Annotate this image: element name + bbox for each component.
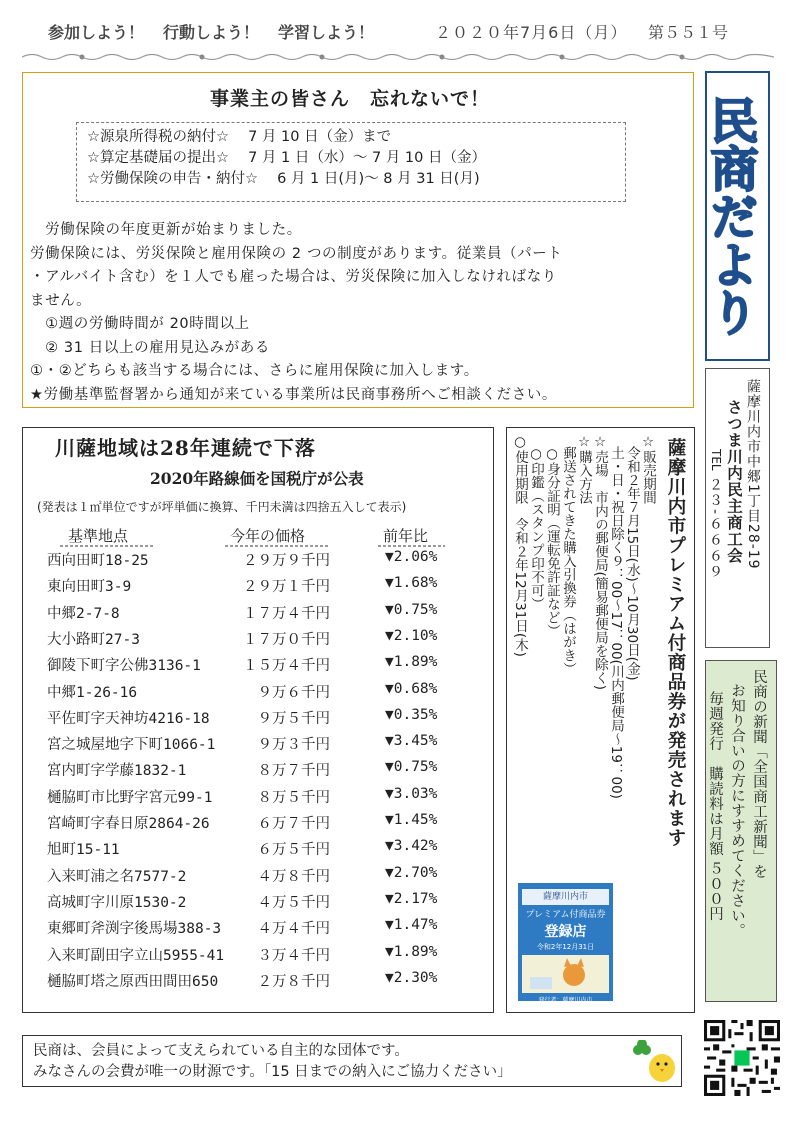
price-cell: ２９万１千円: [243, 579, 330, 596]
location-cell: 中郷1-26-16: [47, 684, 138, 701]
poster-date: 令和2年12月31日: [536, 943, 595, 951]
chick-clover-icon: [628, 1040, 678, 1084]
newspaper-ad: [705, 660, 777, 1002]
poster-badge: 登録店: [544, 924, 587, 940]
column-header: 基準地点: [68, 527, 129, 545]
change-cell: ▼2.06%: [385, 549, 438, 565]
location-cell: 宮崎町字春日原2864-26: [47, 816, 210, 832]
location-cell: 旭町15-11: [47, 842, 120, 859]
ad-line: お知り合いの方にすすめてください。: [729, 683, 745, 938]
price-cell: ８万７千円: [257, 763, 330, 780]
header-divider: [22, 50, 774, 64]
change-cell: ▼0.75%: [385, 759, 438, 776]
org-address: 薩摩川内市中郷1丁目28-19: [745, 379, 761, 570]
table-row: [40, 654, 460, 681]
table-row: [40, 733, 460, 760]
price-cell: ２万８千円: [257, 973, 330, 990]
table-row: [40, 786, 460, 813]
deadline-item: ☆源泉所得税の納付☆ 7 月 10 日（金）まで: [87, 129, 392, 145]
table-row: [40, 707, 460, 734]
poster-foot: 発行者：薩摩川内市: [538, 997, 593, 1004]
column-header: 前年比: [383, 527, 429, 545]
org-name: さつま川内民主商工会: [725, 399, 743, 564]
location-cell: 平佐町字天神坊4216-18: [47, 710, 210, 727]
location-cell: 西向田町18-25: [47, 553, 149, 569]
location-cell: 御陵下町字公佛3136-1: [47, 658, 201, 675]
table-title: 川薩地域は28年連続で下落: [55, 436, 316, 460]
price-cell: ８万５千円: [257, 789, 330, 806]
notice-title: 事業主の皆さん 忘れないで！: [209, 88, 490, 110]
table-row: [40, 549, 460, 576]
table-row: [40, 970, 460, 997]
location-cell: 大小路町27-3: [47, 631, 140, 648]
change-cell: ▼2.17%: [385, 890, 438, 907]
ad-line: 毎週発行 購読料は月額 ５００円: [707, 691, 723, 922]
column-header: 今年の価格: [230, 527, 306, 545]
body-line: ません。: [30, 292, 92, 309]
org-box: [705, 368, 770, 648]
table-row: [40, 759, 460, 786]
body-line: 労働保険の年度更新が始まりました。: [30, 222, 302, 238]
poster-image: [518, 883, 613, 1004]
price-cell: ９万６千円: [257, 684, 330, 701]
premium-line: ☆販売期間: [640, 434, 656, 504]
change-cell: ▼1.89%: [385, 654, 438, 671]
premium-line: 土・日・祝日除く９：00～17：00(川内郵便局～19：00): [608, 446, 624, 799]
change-cell: ▼0.68%: [385, 680, 438, 697]
change-cell: ▼3.42%: [385, 838, 438, 855]
price-cell: ４万４千円: [257, 921, 330, 938]
table-row: [40, 891, 460, 918]
premium-line: ☆購入方法: [576, 434, 592, 504]
location-cell: 東郷町斧渕字後馬場388-3: [47, 921, 222, 938]
change-cell: ▼1.68%: [385, 575, 438, 592]
premium-line: ○印鑑（スタンプ印不可）: [528, 446, 544, 611]
price-cell: ４万８千円: [257, 868, 330, 885]
price-cell: ３万４千円: [257, 947, 330, 964]
issue-date: ２０２０年7月6日（月）: [435, 23, 628, 42]
poster-illustration: [522, 955, 609, 993]
table-row: [40, 944, 460, 971]
table-subtitle: 2020年路線価を国税庁が公表: [150, 469, 364, 488]
deadline-item: ☆労働保険の申告・納付☆ 6 月 1 日(月)～ 8 月 31 日(月): [87, 171, 480, 187]
location-cell: 入来町副田字立山5955-41: [47, 947, 225, 964]
body-line: ・アルバイト含む）を１人でも雇った場合は、労災保険に加入しなければなり: [30, 269, 557, 285]
change-cell: ▼3.45%: [385, 733, 438, 750]
ad-line: 民商の新聞「全国商工新聞」を: [751, 669, 767, 879]
table-row: [40, 917, 460, 944]
price-cell: ２９万９千円: [243, 553, 330, 569]
qr-code-icon[interactable]: [704, 1020, 780, 1096]
change-cell: ▼3.03%: [385, 785, 438, 802]
premium-headline: 薩摩川内市プレミアム付商品券が発売されます: [665, 438, 686, 848]
table-note: (発表は１㎡単位ですが坪単価に換算、千円未満は四捨五入して表示): [37, 500, 407, 514]
bottom-message: [22, 1035, 682, 1087]
change-cell: ▼1.45%: [385, 812, 438, 828]
slogan-3: 学習しよう！: [278, 23, 375, 42]
location-cell: 高城町字川原1530-2: [47, 894, 187, 911]
bottom-line: 民商は、会員によって支えられている自主的な団体です。: [33, 1043, 409, 1059]
org-tel: ２３-６６６９: [707, 477, 723, 581]
change-cell: ▼1.47%: [385, 917, 438, 934]
table-row: [40, 838, 460, 865]
premium-line: ○使用期限 令和２年12月31日(木): [512, 434, 528, 657]
location-cell: 宮之城屋地字下町1066-1: [47, 737, 216, 754]
price-cell: ４万５千円: [257, 894, 330, 911]
change-cell: ▼0.35%: [385, 706, 438, 723]
location-cell: 中郷2-7-8: [47, 605, 120, 622]
premium-line: ☆売場 市内の郵便局(簡易郵便局を除く): [592, 434, 608, 691]
location-cell: 樋脇町市比野字宮元99-1: [47, 789, 213, 806]
issue-number: 第５５１号: [648, 23, 729, 42]
tel-label: TEL: [709, 449, 723, 471]
table-row: [40, 865, 460, 892]
table-row: [40, 628, 460, 655]
deadline-box: [76, 122, 626, 202]
price-cell: １５万４千円: [243, 658, 330, 675]
change-cell: ▼2.70%: [385, 864, 438, 881]
poster-mid: プレミアム付商品券: [525, 910, 606, 920]
location-cell: 東向田町3-9: [47, 579, 132, 596]
location-cell: 樋脇町塔之原西田間田650: [47, 973, 219, 990]
bottom-line: みなさんの会費が唯一の財源です。「15 日までの納入にご協力ください」: [33, 1064, 512, 1080]
table-row: [40, 602, 460, 629]
body-line: ①・②どちらも該当する場合には、さらに雇用保険に加入します。: [30, 363, 479, 379]
table-row: [40, 681, 460, 708]
price-cell: １７万４千円: [243, 605, 330, 622]
premium-line: ○身分証明（運転免許証など）: [544, 446, 560, 638]
deadline-item: ☆算定基礎届の提出☆ 7 月 1 日（水）～ 7 月 10 日（金）: [87, 150, 486, 166]
location-cell: 宮内町字学藤1832-1: [47, 763, 187, 780]
header: [48, 20, 778, 44]
slogan-2: 行動しよう！: [163, 23, 260, 42]
price-cell: ６万７千円: [257, 816, 330, 832]
body-line: ①週の労働時間が 20時間以上: [30, 316, 250, 332]
price-cell: １７万０千円: [243, 631, 330, 648]
notice-body: [30, 219, 690, 407]
price-cell: ６万５千円: [257, 842, 330, 859]
premium-line: 令和２年７月15日(水)～10月30日(金): [624, 446, 640, 681]
price-cell: ９万３千円: [257, 737, 330, 754]
body-line: ② 31 日以上の雇用見込みがある: [30, 339, 270, 356]
change-cell: ▼2.10%: [385, 627, 438, 644]
change-cell: ▼1.89%: [385, 943, 438, 960]
mascot-icon: [522, 955, 609, 993]
location-cell: 入来町浦之名7577-2: [47, 868, 187, 885]
slogan-1: 参加しよう！: [48, 23, 145, 42]
change-cell: ▼2.30%: [385, 969, 438, 986]
body-line: 労働保険には、労災保険と雇用保険の 2 つの制度があります。従業員（パート: [30, 245, 563, 262]
poster-top: 薩摩川内市: [522, 889, 609, 905]
premium-line: 郵送されてきた購入引換券（はがき）: [560, 446, 576, 676]
table-row: [40, 575, 460, 602]
table-row: [40, 812, 460, 839]
change-cell: ▼0.75%: [385, 601, 438, 618]
body-line: ★労働基準監督署から通知が来ている事業所は民商事務所へご相談ください。: [30, 386, 557, 403]
masthead-title: 民商だより: [702, 96, 758, 336]
price-cell: ９万５千円: [257, 710, 330, 727]
